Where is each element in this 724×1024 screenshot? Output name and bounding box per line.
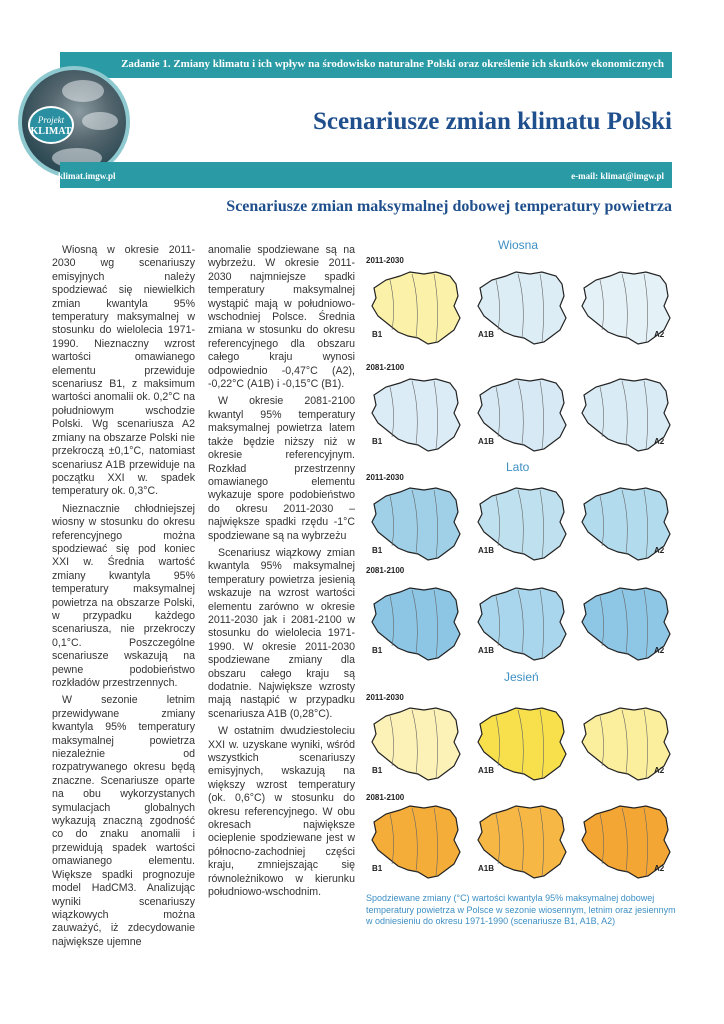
scenario-label: A2 <box>654 546 665 555</box>
section-title: Scenariusze zmian maksymalnej dobowej temperatury powietrza <box>226 198 672 215</box>
website-link[interactable]: klimat.imgw.pl <box>58 171 116 181</box>
paragraph: W ostatnim dwudziestoleciu XXI w. uzyskane wyniki, wśród wszystkich scenariuszy emisyjnych, wskazują na większy wzrost temperatury (ok. 0,6°C) w stosunku do okresu referencyjnego. W obu okresach największe ocieplenie spodziewane jest w północno-zachodniej części kraju, zmniejszając się równoleżnikowo w kierunku południowo-wschodnim. <box>208 725 355 899</box>
map-row-autumn-2081 <box>366 800 682 884</box>
logo-line2: KLIMAT <box>30 126 72 137</box>
scenario-label: B1 <box>372 330 383 339</box>
period-label: 2081-2100 <box>366 793 405 802</box>
scenario-label: A2 <box>654 437 665 446</box>
scenario-label: B1 <box>372 437 383 446</box>
period-label: 2011-2030 <box>366 473 404 482</box>
scenario-label: A1B <box>478 646 495 655</box>
country-outline <box>372 272 460 344</box>
logo-line1: Projekt <box>37 115 65 125</box>
scenario-label: A1B <box>478 437 495 446</box>
paragraph: W okresie 2081-2100 kwantyl 95% temperatury maksymalnej powietrza latem także będzie niższy niż w okresie referencyjnym. Rozkład przestrzenny omawianego elementu wykazuje spore podobieństwo do okresu 2011-2030 – największe spadki rzędu -1°C spodziewane są na wybrzeżu <box>208 395 355 542</box>
season-label-autumn: Jesień <box>504 670 539 684</box>
country-outline <box>372 488 460 560</box>
map-row-spring-2081 <box>366 373 682 457</box>
scenario-label: A1B <box>478 546 495 555</box>
map-row-spring-2011 <box>366 266 682 350</box>
main-title: Scenariusze zmian klimatu Polski <box>312 108 672 135</box>
scenario-label: A2 <box>654 766 665 775</box>
season-label-spring: Wiosna <box>498 238 539 252</box>
scenario-label: A2 <box>654 330 665 339</box>
text-column-2 <box>208 244 355 904</box>
paragraph: W sezonie letnim przewidywane zmiany kwantyla 95% temperatury maksymalnej powietrza niezależnie od rozpatrywanego okresu będą znaczne. Scenariusze oparte na obu wykorzystanych symulacjach globalnych wykazują znaczną zgodność co do znaku anomalii i przewidują spadek wartości omawianego elementu. Większe spadki prognozuje model HadCM3. Analizując wyniki scenariuszy wiązkowych można zauważyć, iż zdecydowanie największe ujemne <box>52 694 195 948</box>
figure-caption: Spodziewane zmiany (°C) wartości kwantyla 95% maksymalnej dobowej temperatury powietrza w Polsce w sezonie wiosennym, letnim oraz jesiennym w odniesieniu do okresu 1971-1990 (scenariusze B1, A1B, A2) <box>366 893 676 926</box>
scenario-label: A1B <box>478 330 495 339</box>
scenario-label: B1 <box>372 766 383 775</box>
task-bar-text: Zadanie 1. Zmiany klimatu i ich wpływ na środowisko naturalne Polski oraz określenie ich skutków ekonomicznych <box>121 58 664 70</box>
scenario-label: A2 <box>654 864 665 873</box>
map-row-summer-2081 <box>366 582 682 666</box>
contact-bar <box>60 162 672 188</box>
scenario-label: B1 <box>372 546 383 555</box>
country-outline <box>372 708 460 780</box>
country-outline <box>372 806 460 878</box>
period-label: 2011-2030 <box>366 693 404 702</box>
logo-badge <box>28 106 74 144</box>
paragraph: anomalie spodziewane są na wybrzeżu. W okresie 2011-2030 najmniejsze spadki temperatury maksymalnej wystąpić mają w południowo-wschodniej Polsce. Średnia zmiana w stosunku do okresu referencyjnego dla obszaru całego kraju wynosi odpowiednio -0,47°C (A2), -0,22°C (A1B) i -0,15°C (B1). <box>208 244 355 391</box>
scenario-label: A1B <box>478 766 495 775</box>
scenario-label: B1 <box>372 646 383 655</box>
scenario-label: A1B <box>478 864 495 873</box>
map-row-autumn-2011 <box>366 702 682 786</box>
period-label: 2011-2030 <box>366 256 404 265</box>
paragraph: Nieznacznie chłodniejszej wiosny w stosunku do okresu referencyjnego można spodziewać się pod koniec XXI w. Średnia wartość zmiany kwantyla 95% temperatury maksymalnej powietrza na obszarze Polski, w przypadku każdego scenariusza, nie przekroczy 0,1°C. Poszczególne scenariusze wskazują na pewne podobieństwo rozkładów przestrzennych. <box>52 502 195 689</box>
map-row-summer-2011 <box>366 482 682 566</box>
scenario-label: A2 <box>654 646 665 655</box>
scenario-label: B1 <box>372 864 383 873</box>
period-label: 2081-2100 <box>366 566 405 575</box>
country-outline <box>372 379 460 451</box>
text-column-1 <box>52 244 195 953</box>
country-outline <box>372 588 460 660</box>
task-bar <box>60 52 672 78</box>
email-link[interactable]: e-mail: klimat@imgw.pl <box>571 171 664 181</box>
paragraph: Wiosną w okresie 2011-2030 wg scenariuszy emisyjnych należy spodziewać się niewielkich zmian kwantyla 95% temperatury maksymalnej w stosunku do wielolecia 1971-1990. Nieznaczny wzrost wartości omawianego elementu przewiduje scenariusz B1, z maksimum wartości anomalii ok. 0,2°C na południowym wschodzie Polski. Wg scenariusza A2 zmiany na obszarze Polski nie przekroczą ±0,1°C, natomiast scenariusz A1B przewiduje na początku XXI w. spadek temperatury ok. 0,3°C. <box>52 244 195 498</box>
paragraph: Scenariusz wiązkowy zmian kwantyla 95% maksymalnej temperatury powietrza jesienią wskazuje na wzrost wartości elementu zarówno w okresie 2011-2030 jak i 2081-2100 w stosunku do wielolecia 1971-1990. W okresie 2011-2030 spodziewane zmiany dla obszaru całego kraju są dodatnie. Największe wzrosty mają nastąpić w przypadku scenariusza A1B (0,28°C). <box>208 546 355 720</box>
season-label-summer: Lato <box>506 460 530 474</box>
period-label: 2081-2100 <box>366 363 405 372</box>
